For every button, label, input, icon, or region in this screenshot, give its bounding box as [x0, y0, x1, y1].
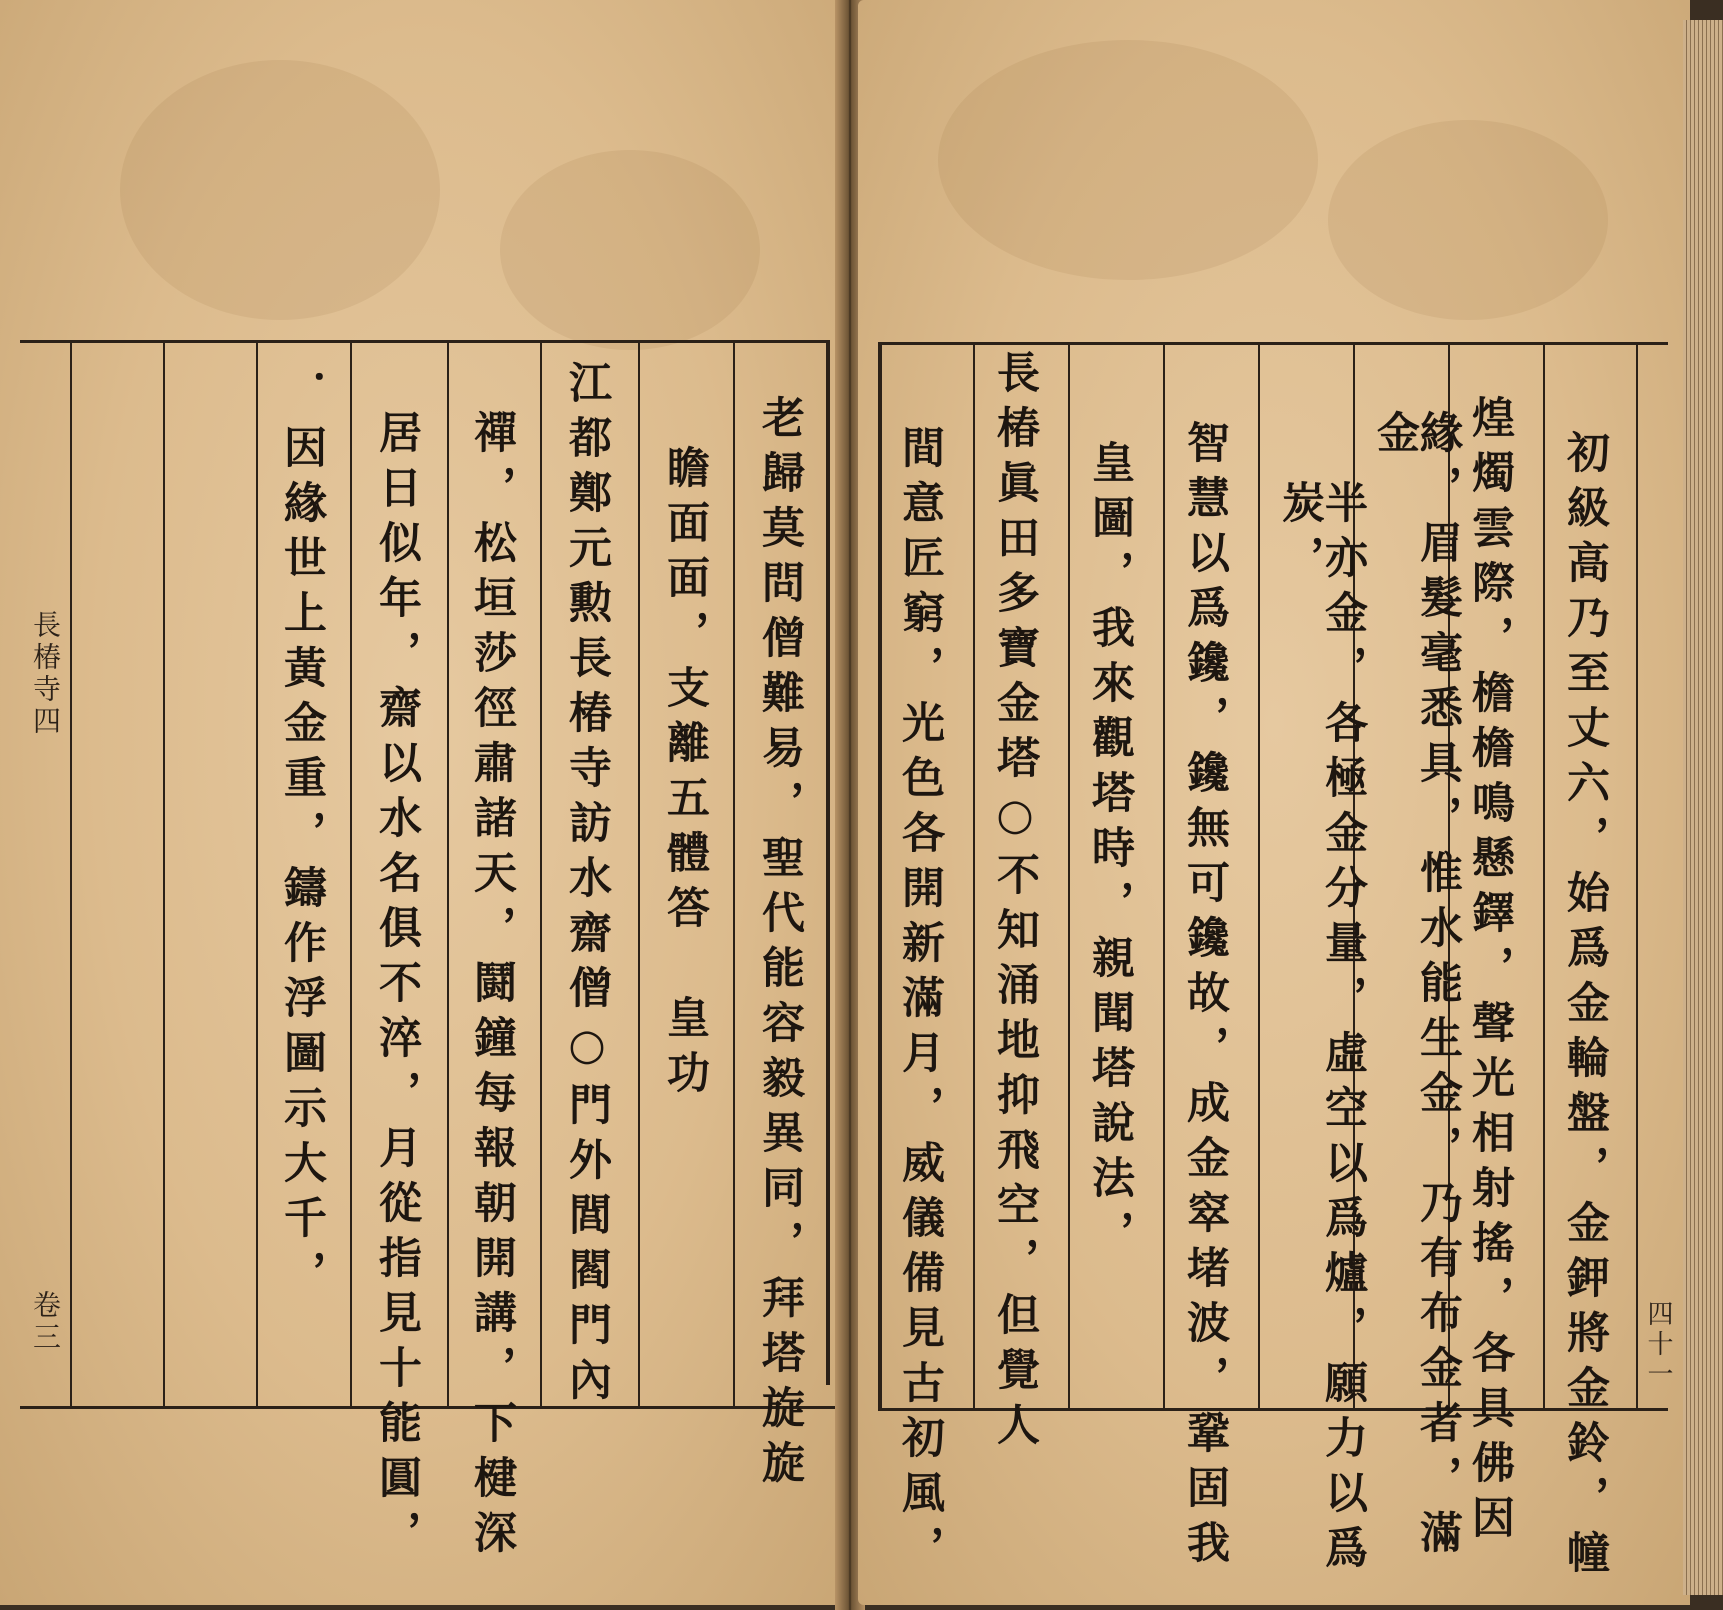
text-column-5: 智慧以爲鑱，鑱無可鑱故，成金窣堵波，鞏固我	[1180, 420, 1230, 1575]
frame-top-rule	[878, 342, 1668, 345]
left-page	[0, 0, 845, 1605]
text-column-4: 半亦金，各極金分量，虛空以爲爐，願力以爲炭，	[1275, 480, 1368, 1580]
column-rule	[163, 340, 165, 1406]
text-column-3: 緣，眉髮毫悉具，惟水能生金，乃有布金者，滿金	[1370, 410, 1463, 1565]
paper-stain	[500, 150, 760, 350]
paper-stain	[120, 60, 440, 320]
text-column-8: 間意匠窮，光色各開新滿月，威儀備見古初風，	[895, 425, 945, 1580]
margin-page-number: 四十一	[1643, 1300, 1673, 1390]
text-column-2: 瞻面面，支離五體答 皇功	[660, 445, 710, 1105]
page-edges	[1683, 20, 1723, 1595]
text-column-7: 長椿眞田多寶金塔○不知涌地抑飛空，但覺人	[990, 350, 1040, 1457]
text-column-1: 老歸莫問僧難易，聖代能容毅異同，拜塔旋旋	[755, 395, 805, 1495]
margin-title: 長椿寺四	[29, 610, 62, 738]
column-rule	[638, 340, 640, 1406]
paper-stain	[1328, 120, 1608, 320]
column-rule	[1258, 342, 1260, 1408]
column-rule	[70, 340, 72, 1406]
text-column-4: 禪，松垣莎徑肅諸天，鬪鐘每報朝開講，下楗深	[467, 410, 517, 1565]
frame-bottom-rule	[20, 1406, 840, 1409]
column-rule	[973, 342, 975, 1408]
frame-right-rule	[826, 340, 830, 1385]
right-page	[858, 0, 1690, 1605]
text-column-6: ．因緣世上黃金重，鑄作浮圖示大千，	[277, 370, 327, 1305]
column-rule	[256, 340, 258, 1406]
text-column-6: 皇圖，我來觀塔時，親聞塔說法，	[1085, 440, 1135, 1265]
column-rule	[1163, 342, 1165, 1408]
column-rule	[447, 340, 449, 1406]
margin-volume: 卷三	[29, 1290, 62, 1354]
column-rule	[733, 340, 735, 1406]
column-rule	[1068, 342, 1070, 1408]
column-rule	[1543, 342, 1545, 1408]
paper-stain	[938, 40, 1318, 280]
frame-right-inner-rule	[1636, 342, 1638, 1408]
text-column-3: 江都鄭元勲長椿寺訪水齋僧○門外閭閻門內	[562, 360, 612, 1412]
text-column-2: 煌燭雲際，檐檐鳴懸鐸，聲光相射搖，各具佛因	[1465, 395, 1515, 1550]
text-column-5: 居日似年，齋以水名俱不淬，月從指見十能圓，	[372, 410, 422, 1565]
frame-top-rule	[20, 340, 830, 343]
text-column-1: 初級高乃至丈六，始爲金輪盤，金鉀將金鈴，幢	[1560, 430, 1610, 1585]
column-rule	[540, 340, 542, 1406]
column-rule	[350, 340, 352, 1406]
frame-left-rule	[878, 342, 882, 1408]
